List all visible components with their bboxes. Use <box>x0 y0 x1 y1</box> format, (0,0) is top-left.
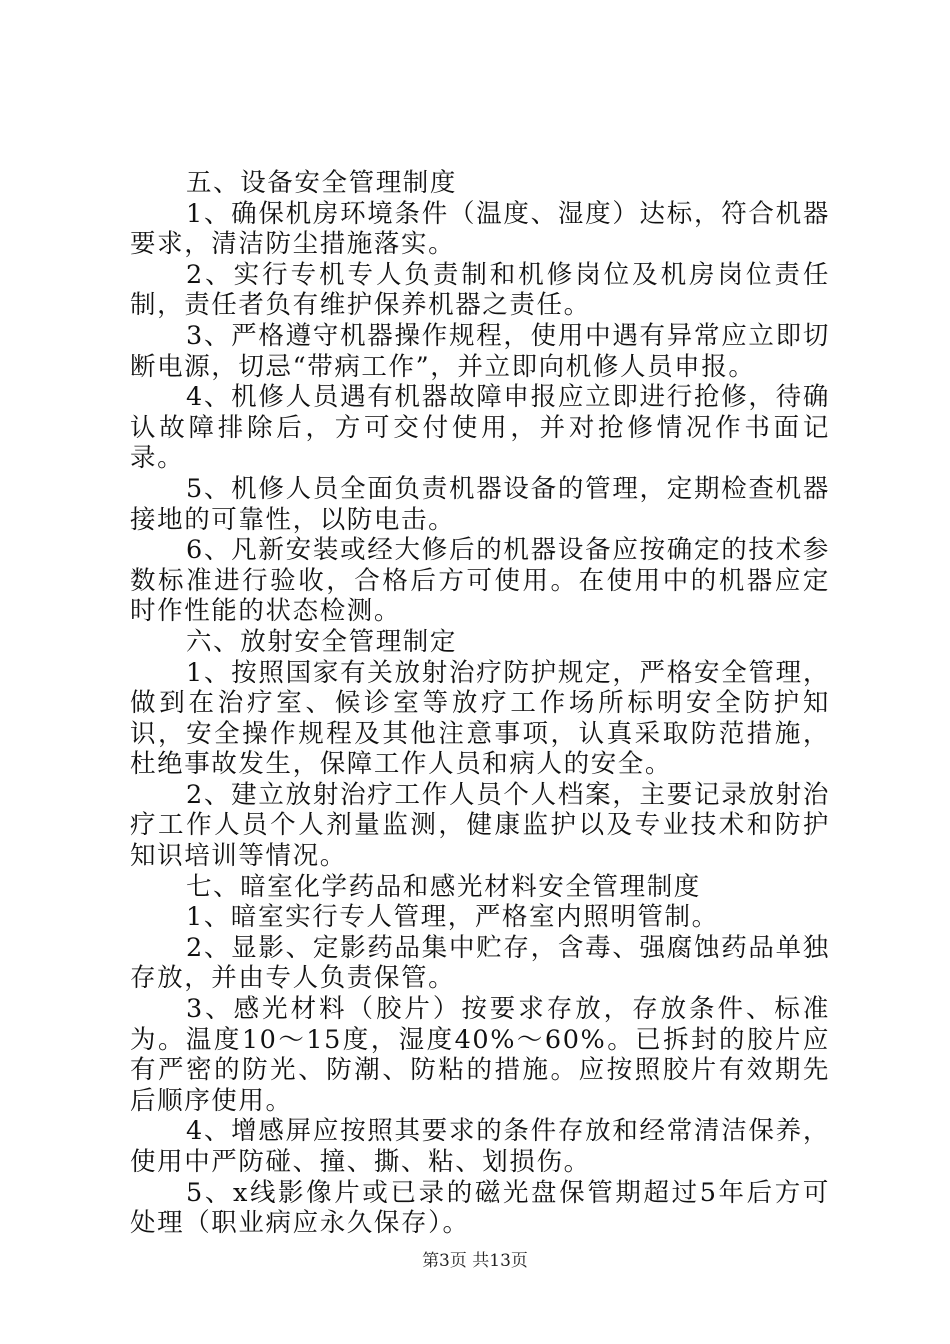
paragraph: 2、显影、定影药品集中贮存，含毒、强腐蚀药品单独存放，并由专人负责保管。 <box>130 932 830 994</box>
paragraph: 2、实行专机专人负责制和机修岗位及机房岗位责任制，责任者负有维护保养机器之责任。 <box>130 259 830 321</box>
section-heading-darkroom-safety: 七、暗室化学药品和感光材料安全管理制度 <box>186 871 701 902</box>
paragraph: 3、严格遵守机器操作规程，使用中遇有异常应立即切断电源，切忌“带病工作”，并立即向机修人员申报。 <box>130 320 830 382</box>
paragraph: 4、机修人员遇有机器故障申报应立即进行抢修，待确认故障排除后，方可交付使用，并对抢修情况作书面记录。 <box>130 382 830 474</box>
section-heading-radiation-safety: 六、放射安全管理制定 <box>186 626 458 657</box>
section-heading-equipment-safety: 五、设备安全管理制度 <box>186 168 458 198</box>
paragraph: 3、感光材料（胶片）按要求存放，存放条件、标准为。温度10～15度，湿度40%～60%。已拆封的胶片应有严密的防光、防潮、防粘的措施。应按照胶片有效期先后顺序使用。 <box>130 994 830 1116</box>
paragraph: 4、增感屏应按照其要求的条件存放和经常清洁保养，使用中严防碰、撞、撕、粘、划损伤。 <box>130 1116 830 1177</box>
paragraph: 1、暗室实行专人管理，严格室内照明管制。 <box>186 902 719 933</box>
paragraph: 2、建立放射治疗工作人员个人档案，主要记录放射治疗工作人员个人剂量监测，健康监护以及专业技术和防护知识培训等情况。 <box>130 779 830 872</box>
paragraph: 5、x线影像片或已录的磁光盘保管期超过5年后方可处理（职业病应永久保存）。 <box>130 1177 830 1239</box>
paragraph: 1、按照国家有关放射治疗防护规定，严格安全管理，做到在治疗室、候诊室等放疗工作场所标明安全防护知识，安全操作规程及其他注意事项，认真采取防范措施，杜绝事故发生，保障工作人员和病人的安全。 <box>130 657 830 780</box>
paragraph: 5、机修人员全面负责机器设备的管理，定期检查机器接地的可靠性，以防电击。 <box>130 473 830 535</box>
paragraph: 6、凡新安装或经大修后的机器设备应按确定的技术参数标准进行验收，合格后方可使用。在使用中的机器应定时作性能的状态检测。 <box>130 535 830 627</box>
paragraph: 1、确保机房环境条件（温度、湿度）达标，符合机器要求，清洁防尘措施落实。 <box>130 198 830 260</box>
page-number-footer: 第3页 共13页 <box>422 1251 528 1271</box>
document-body <box>130 168 830 1239</box>
